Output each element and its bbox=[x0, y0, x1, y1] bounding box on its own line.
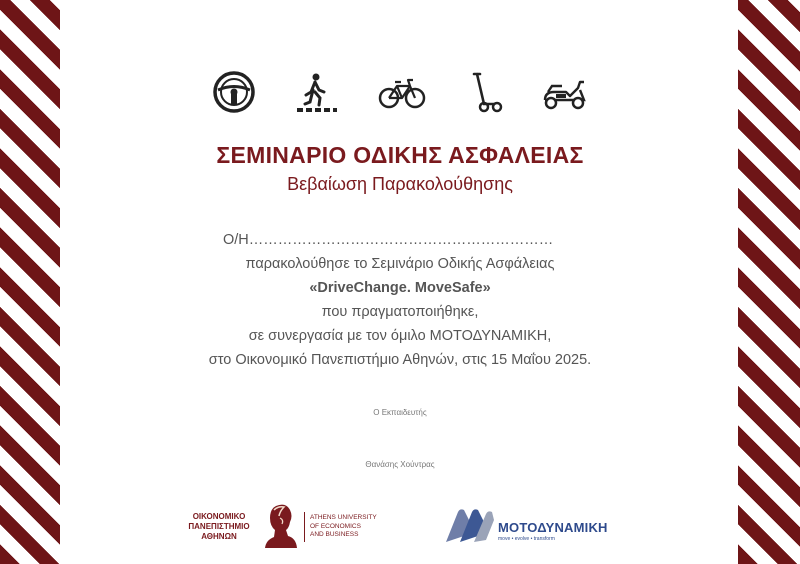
instructor-label: Ο Εκπαιδευτής bbox=[373, 408, 427, 417]
seminar-name: «DriveChange. MoveSafe» bbox=[309, 280, 491, 296]
steering-wheel-icon bbox=[212, 70, 256, 114]
aueb-english-line: OF ECONOMICS bbox=[310, 522, 361, 530]
partnership-line: σε συνεργασία με τον όμιλο ΜΟΤΟΔΥΝΑΜΙΚΗ, bbox=[248, 328, 552, 344]
aueb-logo bbox=[180, 502, 400, 550]
held-line: που πραγματοποιήθηκε, bbox=[321, 304, 479, 320]
certificate-body bbox=[0, 228, 800, 372]
pedestrian-crossing-icon bbox=[294, 70, 338, 114]
aueb-english-line: ATHENS UNIVERSITY bbox=[310, 514, 377, 521]
motodynamics-logo bbox=[444, 506, 634, 546]
aueb-divider bbox=[304, 512, 305, 542]
instructor-name: Θανάσης Χούντρας bbox=[365, 460, 435, 469]
aueb-english-line: AND BUSINESS bbox=[310, 531, 359, 538]
motodynamics-mark-icon bbox=[444, 506, 496, 549]
moped-scooter-icon bbox=[540, 70, 588, 114]
aueb-english-name bbox=[310, 514, 400, 540]
aueb-greek-line: ΠΑΝΕΠΙΣΤΗΜΙΟ bbox=[188, 522, 250, 531]
aueb-bust-emblem bbox=[262, 502, 298, 548]
transport-icons-row bbox=[210, 70, 590, 114]
certificate-title: ΣΕΜΙΝΑΡΙΟ ΟΔΙΚΗΣ ΑΣΦΑΛΕΙΑΣ bbox=[216, 142, 584, 168]
electric-scooter-icon bbox=[464, 70, 504, 114]
aueb-greek-line: ΟΙΚΟΝΟΜΙΚΟ bbox=[192, 512, 246, 521]
attendee-name-line: Ο/Η……………………………………………………… bbox=[223, 232, 554, 248]
attended-line: παρακολούθησε το Σεμινάριο Οδικής Ασφάλειας bbox=[245, 256, 555, 272]
venue-date-line: στο Οικονομικό Πανεπιστήμιο Αθηνών, στις 15 Μαΐου 2025. bbox=[208, 352, 592, 368]
certificate-subtitle: Βεβαίωση Παρακολούθησης bbox=[287, 174, 513, 194]
bicycle-icon bbox=[378, 70, 426, 114]
motodynamics-tagline: move • evolve • transform bbox=[498, 536, 555, 542]
motodynamics-name: ΜΟΤΟΔΥΝΑΜΙΚΗ bbox=[498, 520, 608, 535]
aueb-greek-line: ΑΘΗΝΩΝ bbox=[201, 532, 237, 541]
aueb-greek-name bbox=[180, 512, 258, 542]
